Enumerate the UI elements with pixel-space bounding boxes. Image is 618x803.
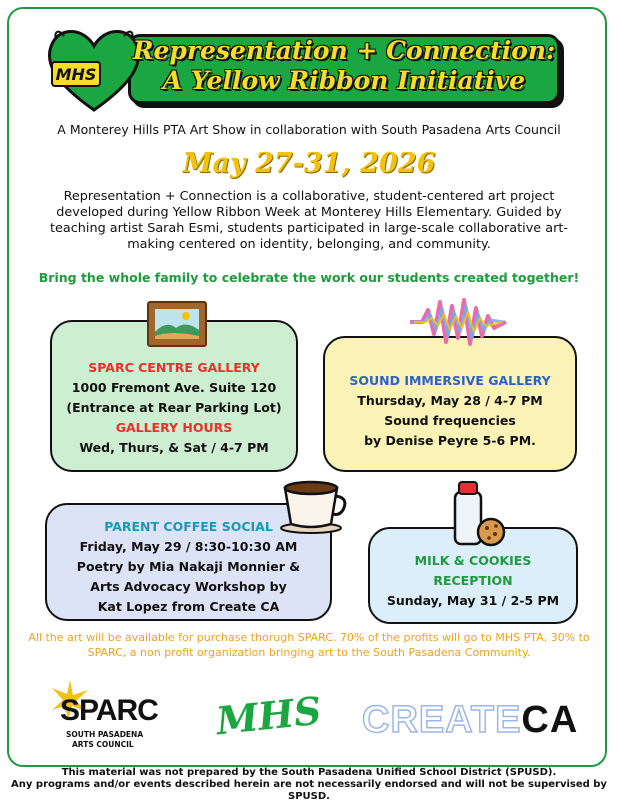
sound-wave-icon (408, 296, 508, 348)
logo-text: MHS (55, 65, 97, 84)
gallery-hours-label: GALLERY HOURS (115, 420, 233, 435)
sound-line-2: Sound frequencies (384, 413, 516, 428)
coffee-when: Friday, May 29 / 8:30-10:30 AM (79, 539, 298, 554)
purchase-note: All the art will be available for purchase thorugh SPARC. 70% of the profits will go to MHS PTA, 30% to SPARC, a non profit organization bringing art to the South Pasadena Community. (28, 631, 590, 659)
sparc-address-1: 1000 Fremont Ave. Suite 120 (71, 380, 277, 395)
create-logo-text: CREATE (362, 699, 522, 741)
coffee-title: PARENT COFFEE SOCIAL (104, 519, 273, 534)
sound-gallery-card (323, 336, 577, 472)
sparc-logo (50, 680, 160, 750)
page-title (128, 36, 560, 96)
intro-paragraph: Representation + Connection is a collaborative, student-centered art project developed during Yellow Ribbon Week at Monterey Hills Elementary. Guided by teaching artist Sarah Esmi, students participated in large-scale collaborative art-making centered on identity, belonging, and community. (50, 189, 568, 252)
disclaimer (0, 767, 618, 803)
mhs-logo: MHS (213, 687, 324, 744)
title-line-1: Representation + Connection: (132, 36, 556, 65)
coffee-line-3: Arts Advocacy Workshop by (90, 579, 287, 594)
sound-title: SOUND IMMERSIVE GALLERY (349, 373, 551, 388)
milk-title-2: RECEPTION (433, 573, 513, 588)
coffee-cup-icon (277, 476, 351, 534)
disclaimer-line-2: Any programs and/or events described herein are not necessarily endorsed and will not be supervised by SPUSD. (11, 779, 607, 802)
milk-title-1: MILK & COOKIES (414, 553, 532, 568)
sound-line-3: by Denise Peyre 5-6 PM. (364, 433, 536, 448)
event-dates: May 27-31, 2026 (182, 148, 436, 179)
coffee-line-2: Poetry by Mia Nakaji Monnier & (76, 559, 301, 574)
framed-painting-icon (146, 300, 208, 348)
disclaimer-line-1: This material was not prepared by the South Pasadena Unified School District (SPUSD). (61, 767, 557, 778)
sparc-logo-sub-2: ARTS COUNCIL (72, 740, 134, 749)
gallery-hours: Wed, Thurs, & Sat / 4-7 PM (79, 440, 269, 455)
ca-logo-text: CA (521, 699, 579, 741)
subtitle: A Monterey Hills PTA Art Show in collaboration with South Pasadena Arts Council (57, 122, 561, 137)
title-line-2: A Yellow Ribbon Initiative (162, 66, 526, 95)
call-to-action: Bring the whole family to celebrate the work our students created together! (38, 270, 580, 285)
sparc-address-2: (Entrance at Rear Parking Lot) (66, 400, 282, 415)
coffee-line-4: Kat Lopez from Create CA (97, 599, 280, 614)
sparc-title: SPARC CENTRE GALLERY (88, 360, 260, 375)
sparc-logo-sub-1: SOUTH PASADENA (66, 730, 144, 739)
sound-when: Thursday, May 28 / 4-7 PM (357, 393, 543, 408)
milk-cookie-icon (447, 478, 507, 550)
milk-when: Sunday, May 31 / 2-5 PM (386, 593, 560, 608)
sparc-logo-name: SPARC (60, 694, 158, 727)
create-ca-logo (362, 699, 578, 742)
